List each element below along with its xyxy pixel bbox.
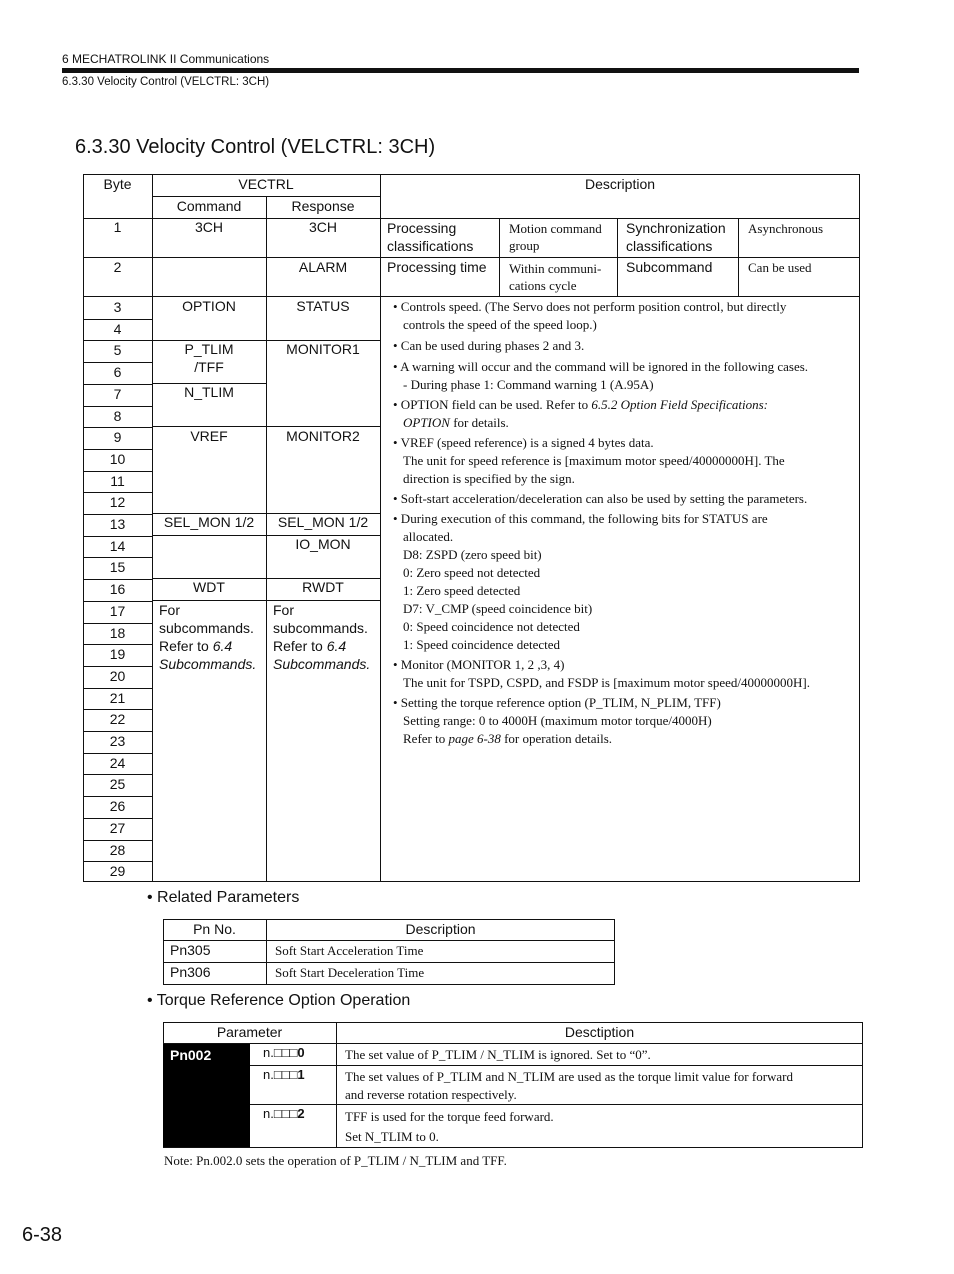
byte-row-divider — [83, 384, 152, 385]
byte-number: 24 — [109, 755, 126, 771]
response-byte-1: 3CH — [308, 219, 337, 235]
byte-number: 28 — [109, 842, 126, 858]
byte-row-divider — [83, 471, 152, 472]
command-vref: VREF — [190, 428, 228, 444]
byte-row-divider — [83, 861, 152, 862]
byte-row-divider — [83, 666, 152, 667]
command-n-tlim: N_TLIM — [184, 384, 234, 400]
response-sel-mon: SEL_MON 1/2 — [277, 514, 369, 530]
byte-number: 17 — [109, 603, 126, 619]
byte-row-divider — [83, 688, 152, 689]
byte-number: 29 — [109, 863, 126, 879]
command-tff: /TFF — [194, 359, 224, 375]
byte-row-divider — [83, 514, 152, 515]
table-row: Pn306 — [170, 964, 211, 980]
byte-number: 6 — [113, 364, 122, 380]
setting-2: n.□□□2 — [263, 1106, 305, 1121]
response-monitor1: MONITOR1 — [286, 341, 360, 357]
byte-row-divider — [83, 753, 152, 754]
subcommand-label: Subcommand — [626, 259, 713, 275]
related-desc-header: Description — [405, 921, 476, 937]
byte-row-divider — [83, 601, 152, 602]
byte-row-divider — [83, 557, 152, 558]
byte-row-divider — [83, 362, 152, 363]
page-number: 6-38 — [22, 1224, 63, 1246]
byte-row-divider — [83, 818, 152, 819]
setting-0-desc: The set value of P_TLIM / N_TLIM is ignored. Set to “0”. — [345, 1047, 651, 1062]
byte-number: 25 — [109, 776, 126, 792]
table-row: Soft Start Acceleration Time — [275, 943, 424, 958]
response-monitor2: MONITOR2 — [286, 428, 360, 444]
byte-number: 22 — [109, 711, 126, 727]
byte-number: 20 — [109, 668, 126, 684]
byte-number: 7 — [113, 386, 122, 402]
response-byte-2: ALARM — [298, 259, 348, 275]
command-wdt: WDT — [193, 579, 225, 595]
byte-number: 5 — [113, 342, 122, 358]
byte-number: 16 — [109, 581, 126, 597]
byte-number: 13 — [109, 516, 126, 532]
command-table — [83, 174, 860, 882]
command-header: Command — [176, 198, 242, 214]
byte-row-divider — [83, 731, 152, 732]
note: Note: Pn.002.0 sets the operation of P_TLIM / N_TLIM and TFF. — [164, 1153, 507, 1168]
vectrl-header: VECTRL — [238, 176, 294, 192]
byte-row-divider — [83, 492, 152, 493]
subcommand-value: Can be used — [748, 260, 812, 275]
parameter-header: Parameter — [216, 1024, 283, 1040]
sync-class-label: Synchronization classifications — [626, 220, 726, 254]
setting-1: n.□□□1 — [263, 1067, 305, 1082]
byte-row-divider — [83, 406, 152, 407]
pn002-cell — [163, 1044, 250, 1147]
command-byte-1: 3CH — [194, 219, 223, 235]
byte-number: 12 — [109, 494, 126, 510]
byte-row-divider — [83, 319, 152, 320]
table-row: Pn305 — [170, 942, 211, 958]
processing-class-label: Processing classifications — [387, 220, 474, 254]
byte-row-divider — [83, 796, 152, 797]
torque-option-heading: • Torque Reference Option Operation — [147, 992, 411, 1009]
processing-time-label: Processing time — [387, 259, 487, 275]
byte-number: 9 — [113, 429, 122, 445]
table-row: Soft Start Deceleration Time — [275, 965, 425, 980]
response-io-mon: IO_MON — [295, 536, 351, 552]
pn002-label: Pn002 — [170, 1047, 212, 1063]
command-sel-mon: SEL_MON 1/2 — [163, 514, 255, 530]
byte-row-divider — [83, 579, 152, 580]
processing-class-value: Motion command group — [509, 221, 602, 253]
byte-row-divider — [83, 644, 152, 645]
byte-number: 8 — [113, 408, 122, 424]
header-rule — [62, 68, 859, 73]
torque-desc-header: Desctiption — [564, 1024, 635, 1040]
chapter-header: 6 MECHATROLINK II Communications — [62, 52, 270, 66]
pn-no-header: Pn No. — [193, 921, 236, 937]
setting-1-desc: The set values of P_TLIM and N_TLIM are used as the torque limit value for forward and reverse rotation respectively. — [345, 1069, 794, 1102]
command-description: • Controls speed. (The Servo does not perform position control, but directly controls the speed of the speed loop.) • Can be used during phases 2 and 3. • A warning will occur and the command will be ignored in the following cases. - During phase 1: Command warning 1 (A.95A) • OPTION field can be used. Refer to 6.5.2 Option Field Specifications: OPTION for details. • VREF (speed reference) is a signed 4 bytes data. The unit for speed reference is [maximum motor speed/40000000H]. The direction is specified by the sign. • Soft-start acceleration/deceleration can also be used by setting the parameters. • During execution of this command, the following bits for STATUS are allocated. D8: ZSPD (zero speed bit) 0: Zero speed not detected 1: Zero speed detected D7: V_CMP (speed coincidence bit) 0: Speed coincidence not detected 1: Speed coincidence detected • Monitor (MONITOR 1, 2 ,3, 4) The unit for TSPD, CSPD, and FSDP is [maximum motor speed/40000000H]. • Setting the torque reference option (P_TLIM, N_PLIM, TFF) Setting range: 0 to 4000H (maximum motor torque/4000H) Refer to page 6-38 for operation details. — [393, 299, 810, 746]
byte-row-divider — [83, 340, 152, 341]
response-status: STATUS — [296, 298, 350, 314]
byte-header: Byte — [103, 176, 132, 192]
byte-row-divider — [83, 623, 152, 624]
command-subcommands-note: For subcommands. Refer to 6.4 Subcommands. — [159, 602, 257, 672]
byte-row-divider — [83, 709, 152, 710]
setting-0: n.□□□0 — [263, 1045, 305, 1060]
byte-2: 2 — [113, 259, 122, 275]
command-option: OPTION — [182, 298, 236, 314]
byte-row-divider — [83, 536, 152, 537]
response-header: Response — [291, 198, 355, 214]
sync-class-value: Asynchronous — [748, 221, 824, 236]
command-p-tlim: P_TLIM — [184, 341, 234, 357]
byte-number: 11 — [110, 473, 125, 489]
section-header: 6.3.30 Velocity Control (VELCTRL: 3CH) — [62, 76, 270, 88]
response-rwdt: RWDT — [302, 579, 344, 595]
response-subcommands-note: For subcommands. Refer to 6.4 Subcommands. — [273, 602, 371, 672]
byte-number: 18 — [109, 625, 126, 641]
description-header: Description — [584, 176, 656, 192]
related-parameters-table — [163, 919, 615, 985]
byte-number: 4 — [113, 321, 122, 337]
byte-number: 23 — [109, 733, 126, 749]
byte-number: 19 — [109, 646, 126, 662]
byte-number: 14 — [109, 538, 126, 554]
byte-number: 26 — [109, 798, 126, 814]
byte-number: 21 — [109, 690, 126, 706]
byte-row-divider — [83, 449, 152, 450]
related-parameters-heading: • Related Parameters — [147, 889, 300, 906]
setting-2-desc: TFF is used for the torque feed forward. Set N_TLIM to 0. — [345, 1109, 554, 1144]
torque-option-table — [163, 1022, 863, 1148]
byte-number: 15 — [109, 559, 126, 575]
page-title: 6.3.30 Velocity Control (VELCTRL: 3CH) — [75, 136, 436, 158]
byte-row-divider — [83, 774, 152, 775]
byte-number: 3 — [113, 299, 122, 315]
byte-number: 27 — [109, 820, 126, 836]
byte-number: 10 — [109, 451, 126, 467]
byte-row-divider — [83, 427, 152, 428]
byte-1: 1 — [113, 219, 122, 235]
processing-time-value: Within communi-cations cycle — [509, 261, 602, 293]
byte-row-divider — [83, 840, 152, 841]
